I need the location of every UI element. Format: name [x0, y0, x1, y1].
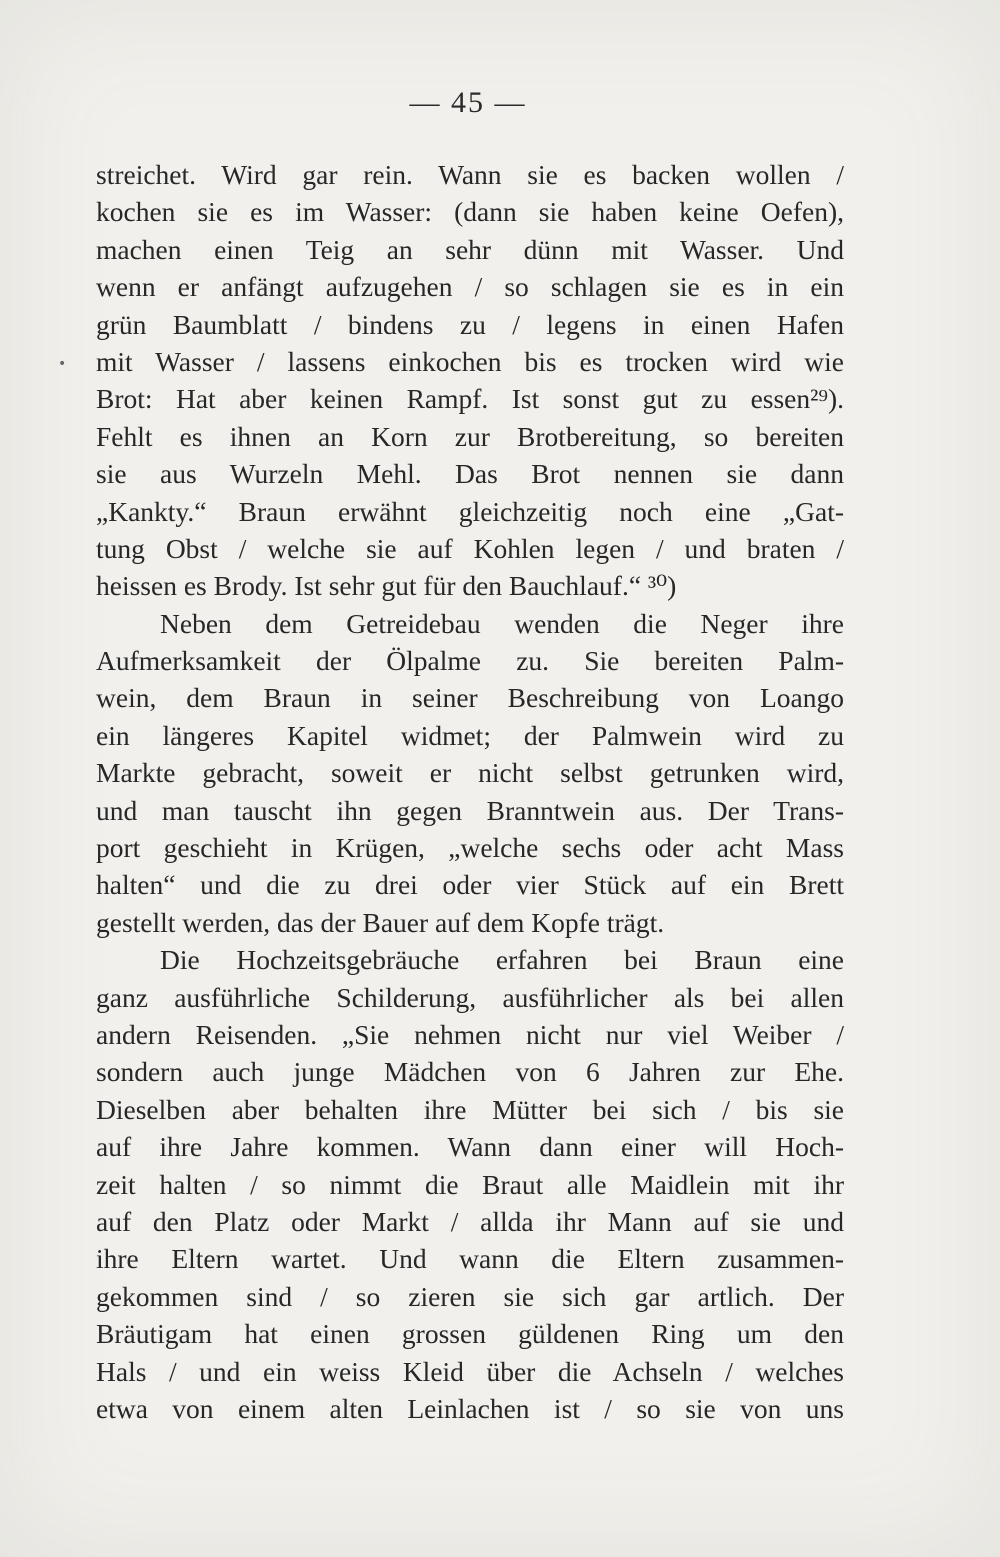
text-line: Dieselben aber behalten ihre Mütter bei sich / bis sie: [96, 1093, 844, 1125]
text-line: ihre Eltern wartet. Und wann die Eltern zusammen-: [96, 1243, 844, 1275]
text-line: port geschieht in Krügen, „welche sechs oder acht Mass: [96, 832, 844, 864]
text-line: auf ihre Jahre kommen. Wann dann einer will Hoch-: [96, 1131, 844, 1163]
text-line: Aufmerksamkeit der Ölpalme zu. Sie bereiten Palm-: [96, 645, 844, 677]
page-number: — 45 —: [409, 86, 527, 119]
text-line: gekommen sind / so zieren sie sich gar artlich. Der: [96, 1280, 844, 1312]
text-line: ein längeres Kapitel widmet; der Palmwein wird zu: [96, 719, 844, 751]
text-line: tung Obst / welche sie auf Kohlen legen / und braten /: [96, 532, 844, 564]
text-line: andern Reisenden. „Sie nehmen nicht nur viel Weiber /: [96, 1018, 844, 1050]
text-line: machen einen Teig an sehr dünn mit Wasser. Und: [96, 233, 844, 265]
text-line: und man tauscht ihn gegen Branntwein aus. Der Trans-: [96, 794, 844, 826]
text-line: etwa von einem alten Leinlachen ist / so sie von uns: [96, 1392, 844, 1424]
text-line: wenn er anfängt aufzugehen / so schlagen sie es in ein: [96, 271, 844, 303]
text-line: Bräutigam hat einen grossen güldenen Ring um den: [96, 1318, 844, 1350]
margin-mark: •: [58, 356, 67, 372]
text-line: zeit halten / so nimmt die Braut alle Maidlein mit ihr: [96, 1168, 844, 1200]
paragraph-start-line: Die Hochzeitsgebräuche erfahren bei Braun eine: [160, 944, 844, 976]
text-line: ganz ausführliche Schilderung, ausführlicher als bei allen: [96, 981, 844, 1013]
text-line: sondern auch junge Mädchen von 6 Jahren zur Ehe.: [96, 1056, 844, 1088]
text-line: mit Wasser / lassens einkochen bis es trocken wird wie: [96, 345, 844, 377]
text-line: heissen es Brody. Ist sehr gut für den Bauchlauf.“ ³⁰): [96, 570, 677, 602]
text-line: Fehlt es ihnen an Korn zur Brotbereitung, so bereiten: [96, 420, 844, 452]
text-line: Hals / und ein weiss Kleid über die Achseln / welches: [96, 1355, 844, 1387]
text-line: streichet. Wird gar rein. Wann sie es backen wollen /: [96, 159, 844, 190]
text-line: halten“ und die zu drei oder vier Stück auf ein Brett: [96, 869, 844, 901]
text-line: Markte gebracht, soweit er nicht selbst getrunken wird,: [96, 757, 844, 789]
text-line: gestellt werden, das der Bauer auf dem Kopfe trägt.: [96, 906, 665, 938]
text-line: Brot: Hat aber keinen Rampf. Ist sonst gut zu essen²⁹).: [96, 383, 844, 415]
text-line: „Kankty.“ Braun erwähnt gleichzeitig noch eine „Gat-: [96, 495, 844, 527]
text-line: sie aus Wurzeln Mehl. Das Brot nennen sie dann: [96, 458, 844, 490]
text-line: grün Baumblatt / bindens zu / legens in einen Hafen: [96, 308, 844, 340]
text-line: auf den Platz oder Markt / allda ihr Mann auf sie und: [96, 1205, 844, 1237]
text-line: kochen sie es im Wasser: (dann sie haben keine Oefen),: [96, 196, 844, 228]
body-text: [96, 156, 844, 1427]
text-line: wein, dem Braun in seiner Beschreibung von Loango: [96, 682, 844, 714]
paragraph-start-line: Neben dem Getreidebau wenden die Neger ihre: [160, 607, 844, 639]
